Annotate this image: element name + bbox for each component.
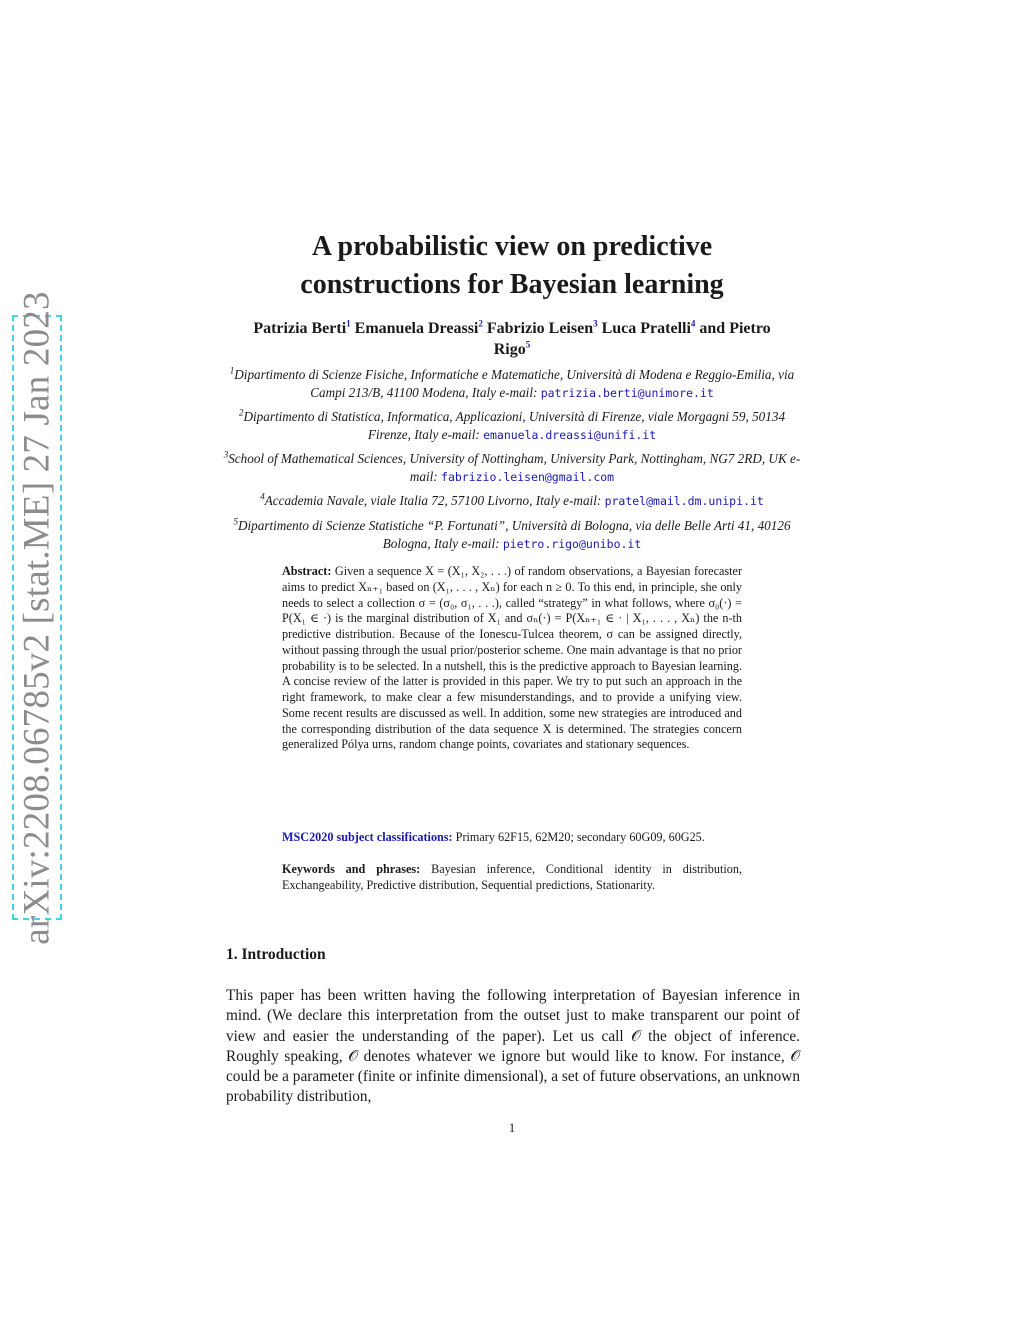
abstract-text: Given a sequence X = (X₁, X₂, . . .) of random observations, a Bayesian forecaster aims to predict Xₙ₊₁ based on (X₁, . . . , Xₙ) for each n ≥ 0. To this end, in principle, she only needs to select a collection σ = (σ₀, σ₁, . . .), called “strategy” in what follows, where σ₀(·) = P(X₁ ∈ ·) is the marginal distribution of X₁ and σₙ(·) = P(Xₙ₊₁ ∈ · | X₁, . . . , Xₙ) the n-th predictive distribution. Because of the Ionescu-Tulcea theorem, σ can be assigned directly, without passing through the usual prior/posterior scheme. One main advantage is that no prior probability is to be selected. In a nutshell, this is the predictive approach to Bayesian learning. A concise review of the latter is provided in this paper. We try to put such an approach in the right framework, to make clear a few misunderstandings, and to provide a unifying view. Some recent results are discussed as well. In addition, some new strategies are introduced and the corresponding distribution of the data sequence X is determined. The strategies concern generalized Pólya urns, random change points, covariates and stationary sequences. [282,564,742,752]
affiliation-4 [222,492,802,511]
affiliation-number: 2 [238,407,244,418]
msc-text: Primary 62F15, 62M20; secondary 60G09, 60G25. [455,830,705,844]
email-link[interactable]: fabrizio.leisen@gmail.com [441,469,615,484]
affiliation-mark[interactable]: 2 [478,318,483,329]
page-number: 1 [508,1120,516,1135]
affiliation-mark[interactable]: 1 [346,318,351,329]
author-name: Fabrizio Leisen [486,320,594,337]
affiliation-number: 4 [260,491,265,502]
email-link[interactable]: pietro.rigo@unibo.it [502,536,642,551]
arxiv-identifier[interactable]: arXiv:2208.06785v2 [stat.ME] 27 Jan 2023 [16,290,58,945]
title-line-1: A probabilistic view on predictive [311,231,713,262]
affiliation-text: Accademia Navale, viale Italia 72, 57100 Livorno, Italy e-mail: [264,493,602,508]
keywords [282,862,742,894]
email-link[interactable]: pratel@mail.dm.unipi.it [604,494,764,508]
affiliation-mark[interactable]: 3 [593,318,598,329]
author-name: Patrizia Berti [253,320,347,337]
author-list [240,318,784,360]
authors-conjunction: and [699,320,726,337]
affiliation-2 [222,408,802,444]
affiliation-mark[interactable]: 4 [690,318,696,329]
arxiv-side-stamp[interactable] [12,290,62,945]
paper-title [212,228,812,304]
author-name: Pietro Rigo [493,320,771,358]
affiliation-number: 1 [229,365,235,376]
affiliation-5 [222,517,802,553]
intro-paragraph: This paper has been written having the following interpretation of Bayesian inference in mind. (We declare this interpretation from the outset just to make transparent our point of view and easier the understanding of the paper). Let us call 𝒪 the object of inference. Roughly speaking, 𝒪 denotes whatever we ignore but would like to know. For instance, 𝒪 could be a parameter (finite or infinite dimensional), a set of future observations, an unknown probability distribution, [226,987,800,1106]
msc-classification [282,830,742,846]
affiliation-3 [222,450,802,486]
affiliation-mark[interactable]: 5 [525,339,531,350]
abstract-label: Abstract: [282,564,332,578]
email-link[interactable]: patrizia.berti@unimore.it [540,385,714,400]
title-line-2: constructions for Bayesian learning [300,269,724,300]
author-name: Luca Pratelli [601,320,691,337]
keywords-text: Bayesian inference, Conditional identity in distribution, Exchangeability, Predictive distribution, Sequential predictions, Stationarity. [282,862,743,892]
affiliation-number: 3 [223,449,229,460]
affiliation-text: School of Mathematical Sciences, University of Nottingham, University Park, Nottingham, NG7 2RD, UK e-mail: [228,451,801,484]
affiliation-1 [222,366,802,402]
affiliation-number: 5 [233,516,238,527]
msc-label-link[interactable]: MSC2020 subject classifications: [282,830,453,844]
author-name: Emanuela Dreassi [354,320,479,337]
affiliation-text: Dipartimento di Scienze Fisiche, Informatiche e Matematiche, Università di Modena e Reggio-Emilia, via Campi 213/B, 41100 Modena, Italy e-mail: [234,367,795,400]
email-link[interactable]: emanuela.dreassi@unifi.it [483,427,657,442]
affiliation-text: Dipartimento di Scienze Statistiche “P. Fortunati”, Università di Bologna, via delle Belle Arti 41, 40126 Bologna, Italy e-mail: [237,518,791,551]
keywords-label: Keywords and phrases: [282,862,421,876]
affiliation-text: Dipartimento di Statistica, Informatica, Applicazioni, Università di Firenze, viale Morgagni 59, 50134 Firenze, Italy e-mail: [243,409,786,442]
section-heading: 1. Introduction [226,946,326,963]
abstract [282,564,742,753]
